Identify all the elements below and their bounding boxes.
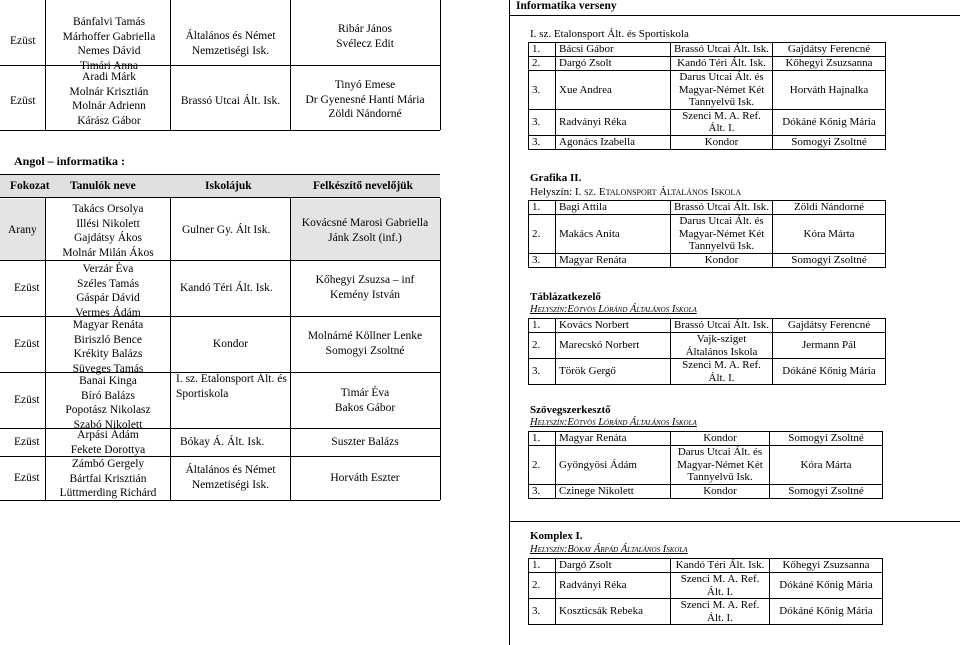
section-title: Angol – informatika : [14,154,125,168]
school-name: Kandó Téri Ált. Isk. [671,559,770,573]
results-table-komplex [528,558,883,625]
student-name: Aradi Márk [82,71,136,83]
school-name: Brassó Utcai Ált. Isk. [180,95,281,107]
table-row [529,432,883,446]
student-name: Zámbó Gergely [71,458,145,470]
place-label: Ezüst [10,35,36,47]
table-row [529,43,886,57]
student-name: Széles Tamás [77,277,139,290]
rank: 2. [529,215,556,254]
rank: 3. [529,359,556,385]
student-name: Banai Kinga [79,375,137,387]
rank: 2. [529,446,556,485]
teacher-name: Jermann Pál [773,333,886,359]
section-title: Grafika II. [530,172,582,184]
student-name: Verzár Éva [82,263,134,275]
student-name: Vermes Ádám [75,306,141,319]
teacher-name: Kőhegyi Zsuzsanna [773,57,886,71]
teacher-name: Kőhegyi Zsuzsanna [770,559,883,573]
teacher-name: Gajdátsy Ferencné [773,43,886,57]
section-title: Komplex I. [530,530,583,542]
student-name: Timári Anna [79,59,139,72]
results-table-tablazatkezelo [528,318,886,385]
section-title: Táblázatkezelő [530,291,601,303]
student-name: Török Gergő [556,359,671,385]
school-name: Szenci M. A. Ref. Ált. I. [671,599,770,625]
teacher-name: Suszter Balázs [331,436,399,448]
place-label: Ezüst [14,394,40,406]
school-name: Darus Utcai Ált. és Magyar-Német Két Tannyelvű Isk. [671,71,773,110]
school-name: Brassó Utcai Ált. Isk. [671,201,773,215]
rank: 2. [529,57,556,71]
student-name: Fekete Dorottya [70,443,146,456]
student-list [50,70,168,128]
school-name: Brassó Utcai Ált. Isk. [671,319,773,333]
school-name: Gulner Gy. Ált Isk. [182,224,271,236]
venue-text: Helyszín:Eötvös Lóránd Általános Iskola [530,304,697,315]
results-table-szovegszerkeszto [528,431,883,499]
teacher-name: Kovácsné Marosi Gabriella [301,217,429,229]
section-title: Informatika verseny [516,0,617,12]
teacher-name: Dókáné Kőnig Mária [773,109,886,135]
rank: 3. [529,599,556,625]
student-name: Kárász Gábor [77,114,141,127]
student-list [50,15,168,73]
teacher-list [292,273,438,302]
rank: 2. [529,573,556,599]
teacher-list [292,386,438,415]
rank: 3. [529,71,556,110]
table-row [529,484,883,498]
rank: 1. [529,432,556,446]
student-name: Bíró Balázs [81,389,135,402]
teacher-name: Timár Éva [340,387,390,399]
school-name: I. sz. Etalonsport Ált. és Sportiskola [176,373,287,400]
rank: 3. [529,109,556,135]
place-label: Arany [8,224,37,236]
teacher-name: Kőhegyi Zsuzsa – inf [315,274,415,286]
section-title: Szövegszerkesztő [530,404,611,416]
rank: 3. [529,135,556,149]
school-name: Darus Utcai Ált. és Magyar-Német Két Tannyelvű Isk. [671,215,773,254]
school-name: Vajk-sziget Általános Iskola [671,333,773,359]
school-name: Darus Utcai Ált. és Magyar-Német Két Tannyelvű Isk. [671,446,770,485]
teacher-name: Dr Gyenesné Hanti Mária [305,93,425,106]
student-name: Gajdátsy Ákos [73,232,143,244]
teacher-list [292,78,438,122]
teacher-name: Zöldi Nándorné [328,108,402,120]
table-row [529,253,886,267]
student-name: Gáspár Dávid [76,292,140,304]
table-row [529,333,886,359]
teacher-name: Molnárné Köllner Lenke [307,330,423,342]
rank: 1. [529,43,556,57]
student-name: Kovács Norbert [556,319,671,333]
student-name: Szabó Nikolett [73,418,143,431]
school-name: Kandó Téri Ált. Isk. [180,282,273,294]
student-name: Márhoffer Gabriella [62,30,156,43]
student-name: Magyar Renáta [556,432,671,446]
student-name: Bagi Attila [556,201,671,215]
student-name: Árpási Ádám [77,429,139,441]
table-row [529,599,883,625]
student-name: Czinege Nikolett [556,484,671,498]
school-line: Általános és Német [185,30,276,42]
student-name: Agonács Izabella [556,135,671,149]
table-row [529,215,886,254]
teacher-name: Dókáné Kőnig Mária [773,359,886,385]
teacher-name: Kóra Márta [770,446,883,485]
rank: 3. [529,484,556,498]
place-label: Ezüst [14,436,40,448]
teacher-name: Somogyi Zsoltné [773,253,886,267]
student-name: Xue Andrea [556,71,671,110]
teacher-name: Horváth Hajnalka [773,71,886,110]
school-name: Általános és Német Nemzetiségi Isk. [185,464,276,491]
student-name: Magyar Renáta [72,319,144,331]
results-table-informatika [528,42,886,150]
teacher-name: Somogyi Zsoltné [770,432,883,446]
school-name [172,29,289,58]
school-name: Szenci M. A. Ref. Ált. I. [671,109,773,135]
teacher-list [292,216,438,245]
table-row [529,446,883,485]
school-name: Bókay Á. Ált. Isk. [180,436,265,448]
teacher-name: Somogyi Zsoltné [325,344,405,357]
rank: 1. [529,201,556,215]
teacher-name: Horváth Eszter [330,472,400,484]
venue-text: I. sz. Etalonsport Ált. és Sportiskola [530,28,689,40]
school-line: Nemzetiségi Isk. [191,44,270,57]
teacher-list [292,329,438,358]
table-row [529,559,883,573]
school-name: Brassó Utcai Ált. Isk. [671,43,773,57]
teacher-name: Tinyó Emese [334,79,396,91]
student-name: Magyar Renáta [556,253,671,267]
student-name: Takács Orsolya [72,203,144,215]
place-label: Ezüst [14,282,40,294]
table-row [529,109,886,135]
student-name: Bártfai Krisztián [69,472,147,485]
student-name: Biriszló Bence [73,333,143,346]
table-row [529,57,886,71]
venue-text: Helyszín: I. sz. Etalonsport Általános Iskola [530,186,742,198]
table-row [529,359,886,385]
student-name: Bácsi Gábor [556,43,671,57]
table-row [529,319,886,333]
student-name: Popotász Nikolasz [65,404,151,416]
student-name: Radványi Réka [556,109,671,135]
student-name: Molnár Krisztián [69,85,149,98]
place-label: Ezüst [10,95,36,107]
teacher-name: Svélecz Edit [336,37,394,50]
teacher-name: Jánk Zsolt (inf.) [328,231,402,244]
school-name: Kondor [671,135,773,149]
student-name: Nemes Dávid [77,45,141,57]
student-list [47,318,169,376]
student-list [47,262,169,320]
column-header: Fokozat [10,180,50,192]
student-name: Makács Anita [556,215,671,254]
teacher-name: Ribár János [338,23,392,35]
student-list [47,202,169,260]
rank: 3. [529,253,556,267]
student-list [47,457,169,501]
rank: 1. [529,559,556,573]
school-name: Kondor [671,253,773,267]
table-row [529,573,883,599]
teacher-name: Somogyi Zsoltné [770,484,883,498]
column-header: Tanulók neve [70,180,136,192]
student-name: Bánfalvi Tamás [72,16,146,28]
student-name: Koszticsák Rebeka [556,599,671,625]
student-name: Molnár Adrienn [72,100,146,112]
venue-text: Helyszín:Bókay Árpád Általános Iskola [530,544,688,555]
page-divider [509,0,510,645]
student-name: Dargó Zsolt [556,559,671,573]
place-label: Ezüst [14,338,40,350]
school-name: Kondor [671,432,770,446]
teacher-name: Dókáné Kőnig Mária [770,573,883,599]
table-row [529,135,886,149]
school-name: Kandó Téri Ált. Isk. [671,57,773,71]
table-row [529,201,886,215]
column-header: Felkészítő nevelőjük [313,180,413,192]
teacher-name: Dókáné Kőnig Mária [770,599,883,625]
teacher-name: Gajdátsy Ferencné [773,319,886,333]
teacher-name: Kóra Márta [773,215,886,254]
teacher-name: Zöldi Nándorné [773,201,886,215]
student-name: Illési Nikolett [76,217,140,230]
venue-text: Helyszín:Eötvös Lóránd Általános Iskola [530,417,697,428]
student-name: Süveges Tamás [72,362,144,375]
school-name: Kondor [671,484,770,498]
student-name: Lüttmerding Richárd [59,487,157,499]
results-table-grafika [528,200,886,268]
teacher-list [292,22,438,51]
student-name: Radványi Réka [556,573,671,599]
table-row [529,71,886,110]
student-name: Gyöngyösi Ádám [556,446,671,485]
teacher-name: Somogyi Zsoltné [773,135,886,149]
student-list [47,374,169,432]
place-label: Ezüst [14,472,40,484]
column-header: Iskolájuk [205,180,252,192]
student-name: Dargó Zsolt [556,57,671,71]
school-name: Szenci M. A. Ref. Ált. I. [671,359,773,385]
rank: 2. [529,333,556,359]
school-name: Kondor [212,338,249,350]
student-name: Marecskó Norbert [556,333,671,359]
school-name: Szenci M. A. Ref. Ált. I. [671,573,770,599]
student-name: Molnár Milán Ákos [62,246,154,259]
rank: 1. [529,319,556,333]
student-list [47,428,169,457]
teacher-name: Bakos Gábor [334,401,396,414]
teacher-name: Kemény István [330,288,400,301]
student-name: Krékity Balázs [73,348,143,360]
